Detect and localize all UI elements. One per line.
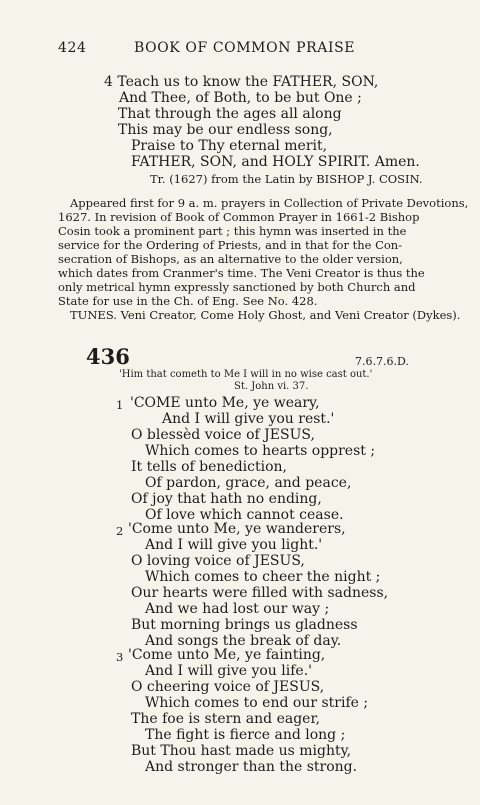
hymn-meter: 7.6.7.6.D. — [355, 355, 409, 368]
verse-line: Which comes to end our strife ; — [145, 695, 369, 711]
epigraph-reference: St. John vi. 37. — [234, 381, 309, 392]
note-line: service for the Ordering of Priests, and in that for the Con- — [58, 238, 403, 252]
verse-line: And I will give you life.' — [145, 663, 312, 679]
translator-credit: Tr. (1627) from the Latin by BISHOP J. COSIN. — [150, 172, 423, 186]
page-number: 424 — [58, 40, 87, 56]
verse-line: O loving voice of JESUS, — [131, 553, 305, 569]
note-line: only metrical hymn expressly sanctioned by both Church and — [58, 280, 416, 294]
note-line: secration of Bishops, as an alternative to the older version, — [58, 252, 403, 266]
verse-line: O cheering voice of JESUS, — [131, 679, 325, 695]
hymn-number: 436 — [86, 344, 130, 369]
verse-line: But Thou hast made us mighty, — [131, 743, 352, 759]
verse-line: Our hearts were filled with sadness, — [131, 585, 389, 601]
verse-number: 1 — [116, 398, 124, 412]
verse-line: 'COME unto Me, ye weary, — [130, 395, 320, 411]
verse-line: O blessèd voice of JESUS, — [131, 427, 315, 443]
verse-line: It tells of benediction, — [131, 459, 287, 475]
verse-line: Of joy that hath no ending, — [131, 491, 322, 507]
verse-number: 2 — [116, 524, 124, 538]
hymn-epigraph: 'Him that cometh to Me I will in no wise cast out.' — [119, 369, 373, 380]
verse-line: And stronger than the strong. — [145, 759, 358, 775]
verse-line: And I will give you light.' — [145, 537, 323, 553]
note-line: which dates from Cranmer's time. The Veni Creator is thus the — [58, 266, 425, 280]
note-line: State for use in the Ch. of Eng. See No. 428. — [58, 294, 318, 308]
note-line: Cosin took a prominent part ; this hymn was inserted in the — [58, 224, 407, 238]
verse-line: The foe is stern and eager, — [131, 711, 321, 727]
verse-line: The fight is fierce and long ; — [145, 727, 346, 743]
tunes-line: TUNES. Veni Creator, Come Holy Ghost, and Veni Creator (Dykes). — [70, 308, 461, 322]
verse-line: 'Come unto Me, ye fainting, — [128, 647, 326, 663]
verse-line: Of pardon, grace, and peace, — [145, 475, 352, 491]
book-title: BOOK OF COMMON PRAISE — [134, 40, 356, 56]
verse-line: But morning brings us gladness — [131, 617, 358, 633]
verse-line: And I will give you rest.' — [162, 411, 335, 427]
verse-line: Which comes to hearts opprest ; — [145, 443, 376, 459]
note-line: Appeared first for 9 a. m. prayers in Collection of Private Devotions, — [70, 196, 469, 210]
prev-verse-line: And Thee, of Both, to be but One ; — [119, 90, 362, 106]
note-line: 1627. In revision of Book of Common Prayer in 1661-2 Bishop — [58, 210, 420, 224]
verse-line: 'Come unto Me, ye wanderers, — [128, 521, 346, 537]
verse-line: Which comes to cheer the night ; — [145, 569, 381, 585]
prev-verse-line: That through the ages all along — [118, 106, 342, 122]
verse-line: Of love which cannot cease. — [145, 507, 344, 523]
prev-verse-line: FATHER, SON, and HOLY SPIRIT. Amen. — [131, 154, 420, 170]
prev-verse-line: 4 Teach us to know the FATHER, SON, — [104, 74, 379, 90]
verse-line: And songs the break of day. — [145, 633, 342, 649]
prev-verse-line: Praise to Thy eternal merit, — [131, 138, 328, 154]
verse-line: And we had lost our way ; — [145, 601, 330, 617]
verse-number: 3 — [116, 650, 124, 664]
prev-verse-line: This may be our endless song, — [118, 122, 333, 138]
